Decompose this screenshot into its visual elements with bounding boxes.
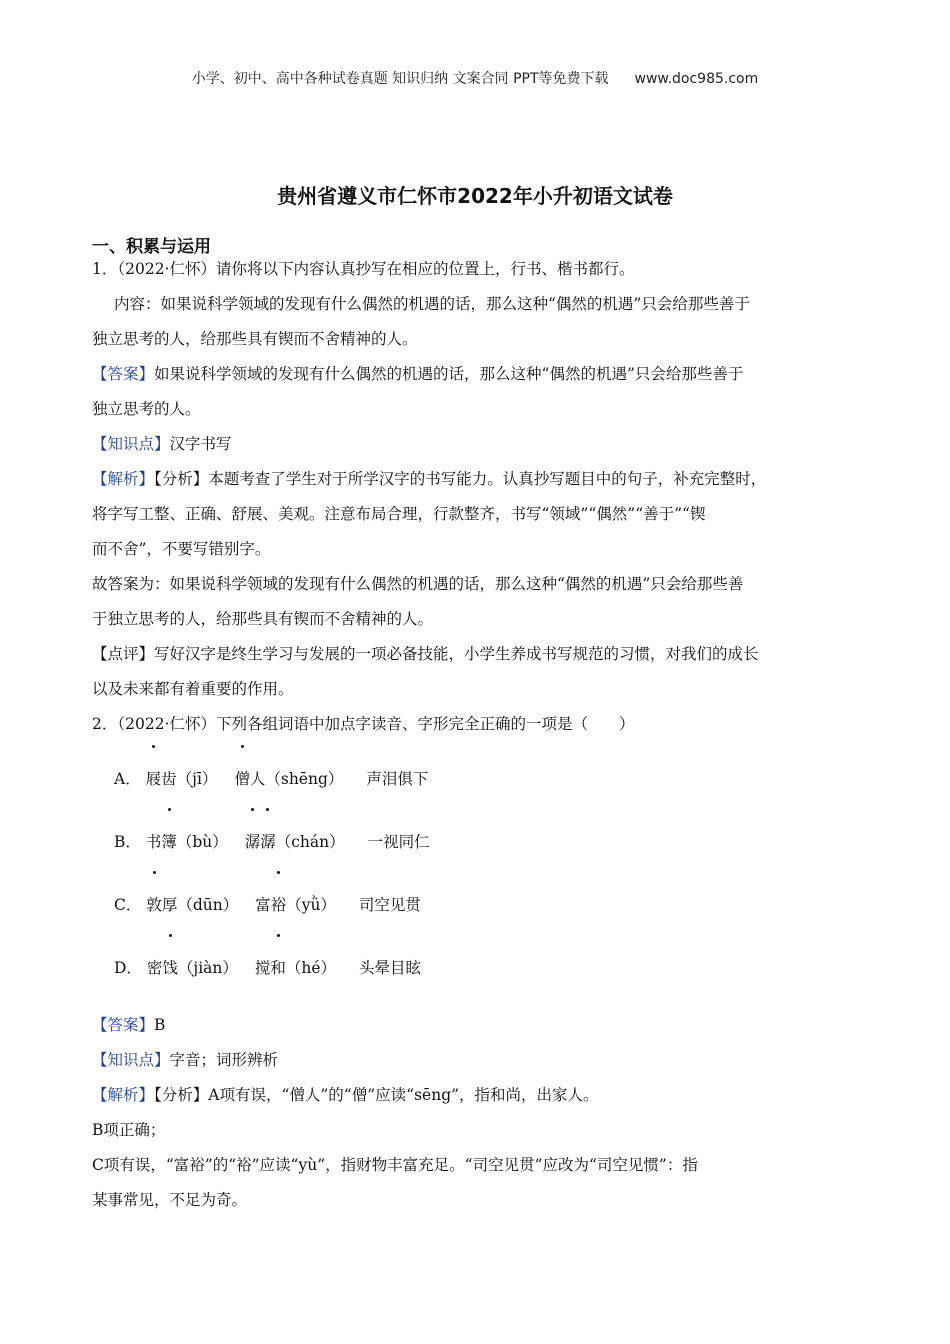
option-d-char: 密 [146,959,163,977]
option-d-word-3: 头晕目眩 [358,959,421,977]
q2-answer-text: B [154,1016,166,1034]
q1-comment-line-2: 以及未来都有着重要的作用。 [92,680,294,698]
q2-option-b[interactable] [92,811,857,874]
header-site-link[interactable]: www.doc985.com [634,71,759,87]
option-a-word-2: 人（shēng） [249,770,344,788]
q1-analysis-line-2: 将字写工整、正确、舒展、美观。注意布局合理，行款整齐，书写“领域”“偶然”“善于”“锲 [92,505,706,523]
option-c-pinyin-2: （yǜ） [286,896,336,914]
dotted-char: 簿 [161,811,177,874]
q1-content-line-1: 内容：如果说科学领域的发现有什么偶然的机遇的话，那么这种“偶然的机遇”只会给那些善于 [114,295,750,313]
dotted-char: 敦 [146,874,162,937]
q1-answer-text: 如果说科学领域的发现有什么偶然的机遇的话，那么这种“偶然的机遇”只会给那些善于 [154,365,744,383]
q1-answer [92,357,857,392]
option-d-char: 搅 [254,959,271,977]
option-a-label: A． [114,770,141,788]
option-c-word-1: 厚（dūn） [161,896,239,914]
q2-analysis [92,1078,857,1113]
section-heading: 一、积累与运用 [92,237,211,257]
dotted-char: 潺 [260,811,276,874]
q1-analysis-line-3: 而不舍”，不要写错别字。 [92,540,271,558]
q1-stem: 1．（2022·仁怀）请你将以下内容认真抄写在相应的位置上，行书、楷书都行。 [92,260,635,278]
q1-analysis-text: 【分析】本题考查了学生对于所学汉字的书写能力。认真抄写题目中的句子，补充完整时， [154,470,767,488]
q2-option-d[interactable] [92,937,857,1000]
header-text: 小学、初中、高中各种试卷真题 知识归纳 文案合同 PPT等免费下载 [191,71,609,87]
option-d-pinyin-1: （jiàn） [177,959,238,977]
option-d-pinyin-2: （hé） [285,959,337,977]
option-a-word-1: 齿（jī） [161,770,218,788]
q2-analysis-line-2: B项正确； [92,1121,166,1139]
q2-analysis-line-3: C项有误，“富裕”的“裕”应读“yù”，指财物丰富充足。“司空见贯”应改为“司空见惯”：指 [92,1156,698,1174]
page-header [0,68,950,88]
answer-tag: 【答案】 [92,1016,155,1034]
q2-knowledge-text: 字音；词形辨析 [169,1051,279,1069]
q2-answer [92,1008,857,1043]
q1-knowledge [92,427,857,462]
option-d-label: D． [114,959,142,977]
dotted-char: 僧 [234,748,250,811]
answer-tag: 【答案】 [92,365,155,383]
option-b-char: 书 [145,833,162,851]
q1-content-line-2: 独立思考的人，给那些具有锲而不舍精神的人。 [92,330,418,348]
dotted-char: 屐 [146,748,162,811]
option-b-word-3: 一视同仁 [367,833,430,851]
q2-stem: 2．（2022·仁怀）下列各组词语中加点字读音、字形完全正确的一项是（ ） [92,715,635,733]
option-c-word-3: 司空见贯 [358,896,421,914]
document-body [92,252,857,1218]
q1-comment-text: 写好汉字是终生学习与发展的一项必备技能，小学生养成书写规范的习惯，对我们的成长 [154,645,759,663]
option-c-label: C． [114,896,142,914]
q2-analysis-text: 【分析】A项有误，“僧人”的“僧”应读“sēng”，指和尚，出家人。 [154,1086,599,1104]
knowledge-tag: 【知识点】 [92,1051,170,1069]
q1-final-answer: 故答案为：如果说科学领域的发现有什么偶然的机遇的话，那么这种“偶然的机遇”只会给那些善 [92,575,744,593]
dotted-char: 潺 [245,811,261,874]
option-b-pinyin-1: （bù） [176,833,228,851]
option-b-pinyin-2: （chán） [275,833,345,851]
q2-option-a[interactable] [92,748,857,811]
analysis-tag: 【解析】 [92,1086,155,1104]
dotted-char: 裕 [271,874,287,937]
q1-analysis [92,462,857,497]
q1-final-answer-line-2: 于独立思考的人，给那些具有锲而不舍精神的人。 [92,610,434,628]
knowledge-tag: 【知识点】 [92,435,170,453]
q1-knowledge-text: 汉字书写 [169,435,232,453]
option-b-label: B． [114,833,141,851]
q2-knowledge [92,1043,857,1078]
dotted-char: 和 [270,937,286,1000]
q2-option-c[interactable] [92,874,857,937]
dotted-char: 饯 [162,937,178,1000]
option-a-word-3: 声泪俱下 [366,770,429,788]
page-title: 贵州省遵义市仁怀市2022年小升初语文试卷 [277,184,673,208]
q1-answer-line-2: 独立思考的人。 [92,400,201,418]
option-c-char: 富 [255,896,271,914]
comment-tag: 【点评】 [92,645,155,663]
analysis-tag: 【解析】 [92,470,155,488]
q2-analysis-line-4: 某事常见，不足为奇。 [92,1191,248,1209]
q1-comment [92,637,857,672]
